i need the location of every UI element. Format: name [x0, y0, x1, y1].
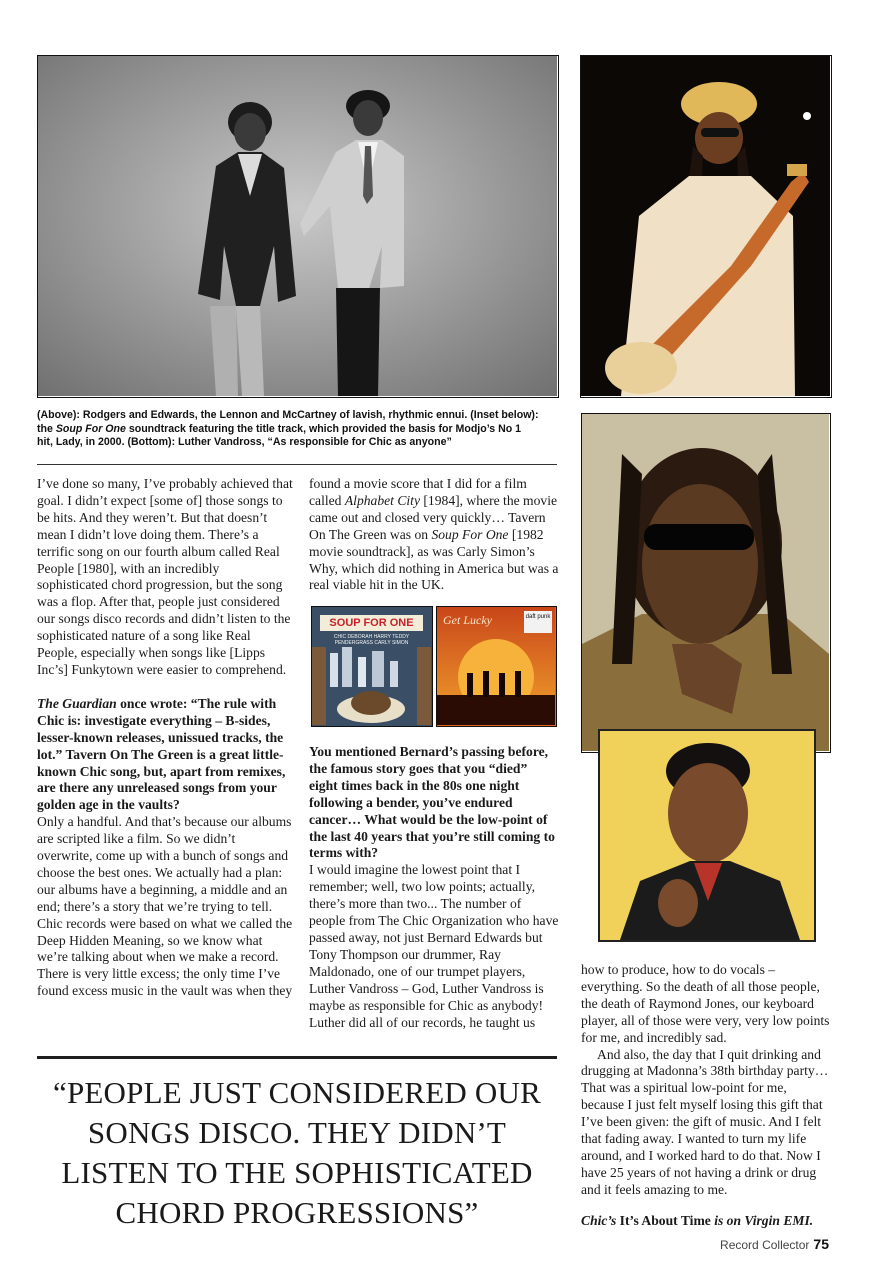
- album-credit-em1: Chic’s: [581, 1212, 617, 1228]
- col1-paragraph-1: I’ve done so many, I’ve probably achieved that goal. I didn’t expect [some of] those songs to be hits. And they weren’t. But that doesn’t mean I didn’t love doing them. There’s a terrific song on our fourth album called Real People [1980], with an incredibly sophisticated chord progression, but the song was a flop. After that, people just considered our songs disco records and didn’t listen to the sophisticated nature of a song like Real People, especially when songs like [Lipps Inc’s] Funkytown were easier to comprehend.: [37, 476, 293, 677]
- album-credit: [581, 1213, 831, 1230]
- col2-p1-a: found a movie score that I did for a film called: [309, 476, 527, 508]
- column-2-lower: [309, 744, 559, 1031]
- col2-paragraph-1: [309, 476, 559, 594]
- caption-line-2-pre: the: [37, 422, 56, 435]
- col1-question-text: once wrote: “The rule with Chic is: investigate everything – B-sides, lesser-known releases, unissued tracks, the lot.” Tavern On The Green is a great little-known Chic song, but, apart from remixes, are there any unreleased songs from your golden age in the vaults?: [37, 695, 286, 813]
- portrait-sunglasses-photo: [581, 413, 831, 753]
- pullquote: [37, 1073, 557, 1233]
- column-2: [309, 476, 559, 594]
- soup-cover-art: [312, 647, 431, 725]
- caption-line-2-post: soundtrack featuring the title track, which provided the basis for Modjo’s No 1: [125, 422, 522, 435]
- luther-vandross-art: [600, 731, 814, 940]
- soup-for-one-cover: [311, 606, 433, 727]
- col2-p1-em2: Soup For One: [431, 526, 509, 542]
- magazine-name: Record Collector: [720, 1238, 810, 1252]
- portrait-sunglasses-art: [582, 414, 829, 751]
- col2-p1-em1: Alphabet City: [344, 492, 420, 508]
- main-photo: [37, 55, 559, 398]
- soup-cover-credits: CHIC DEBORAH HARRY TEDDY PENDERGRASS CARLY SIMON: [333, 634, 410, 646]
- pullquote-line-1: “PEOPLE JUST CONSIDERED OUR: [53, 1075, 541, 1110]
- col3-paragraph-2: And also, the day that I quit drinking and drugging at Madonna’s 38th birthday party… That was a spiritual low-point for me, because I just felt myself losing this gift that I’ve been given: the gift of music. And I felt that fading away. I wanted to turn my life around, and I worked hard to do that. Now I have 25 years of not having a drink or drug and it feels amazing to me.: [581, 1046, 829, 1197]
- pullquote-rule: [37, 1056, 557, 1059]
- caption-line-2-em: Soup For One: [55, 422, 126, 435]
- page-folio: [720, 1236, 829, 1252]
- album-credit-em2: is on Virgin EMI.: [714, 1212, 814, 1228]
- album-credit-title: It’s About Time: [616, 1212, 715, 1228]
- col3-paragraph-1: how to produce, how to do vocals – everything. So the death of all those people, the death of Raymond Jones, our keyboard player, all of those were very, very low points for me, and incredibly sad.: [581, 962, 830, 1045]
- luther-vandross-photo: [598, 729, 816, 942]
- guitar-photo-art: [581, 56, 830, 396]
- column-1: [37, 476, 293, 1000]
- col2-p1-b: [1984], where the movie came out and closed very quickly… Tavern On The Green was on: [309, 492, 558, 542]
- col2-question: You mentioned Bernard’s passing before, the famous story goes that you “died” eight times back in the 80s one night following a bender, you’ve endured cancer… What would be the low-point of the last 40 years that you’re still coming to terms with?: [309, 744, 555, 861]
- pullquote-line-3: LISTEN TO THE SOPHISTICATED: [61, 1155, 533, 1190]
- soup-cover-title: SOUP FOR ONE: [320, 615, 423, 631]
- main-photo-art: [38, 56, 557, 396]
- col1-question: [37, 696, 293, 814]
- get-lucky-cover: [436, 606, 557, 727]
- photo-caption: [37, 409, 557, 450]
- col1-answer: Only a handful. And that’s because our albums are scripted like a film. So we didn’t overwrite, come up with a bunch of songs and choose the best ones. We actually had a plan: our albums have a beginning, a middle and an end; there’s a story that we’re trying to tell. Chic records were based on what we called the Deep Hidden Meaning, so we know what we’re talking about when we make a record. There is very little excess; the only time I’ve found excess music in the vault was when they: [37, 814, 293, 999]
- guitar-photo: [580, 55, 832, 398]
- pullquote-line-4: CHORD PROGRESSIONS”: [115, 1195, 479, 1230]
- get-lucky-title: Get Lucky: [443, 613, 492, 627]
- caption-rule: [37, 464, 557, 465]
- daft-punk-badge: daft punk: [524, 611, 552, 633]
- col1-question-em: The Guardian: [37, 695, 117, 711]
- col2-p1-c: [1982 movie soundtrack], as was Carly Simon’s Why, which did nothing in America but was a real viable hit in the UK.: [309, 526, 559, 593]
- pullquote-line-2: SONGS DISCO. THEY DIDN’T: [87, 1115, 507, 1150]
- caption-line-3: hit, Lady, in 2000. (Bottom): Luther Vandross, “As responsible for Chic as anyone”: [37, 436, 452, 449]
- column-3: [581, 962, 831, 1230]
- caption-line-1: (Above): Rodgers and Edwards, the Lennon and McCartney of lavish, rhythmic ennui. (Inset below):: [37, 409, 539, 421]
- page-number: 75: [813, 1236, 829, 1252]
- col2-answer: I would imagine the lowest point that I remember; well, two low points; actually, there’s more than two... The number of people from The Chic Organization who have passed away, not just Bernard Edwards but Tony Thompson our drummer, Ray Maldonado, one of our trumpet players, Luther Vandross – God, Luther Vandross is maybe as responsible for Chic as anybody! Luther did all of our records, he taught us: [309, 862, 559, 1030]
- caption-line-2: [37, 423, 557, 437]
